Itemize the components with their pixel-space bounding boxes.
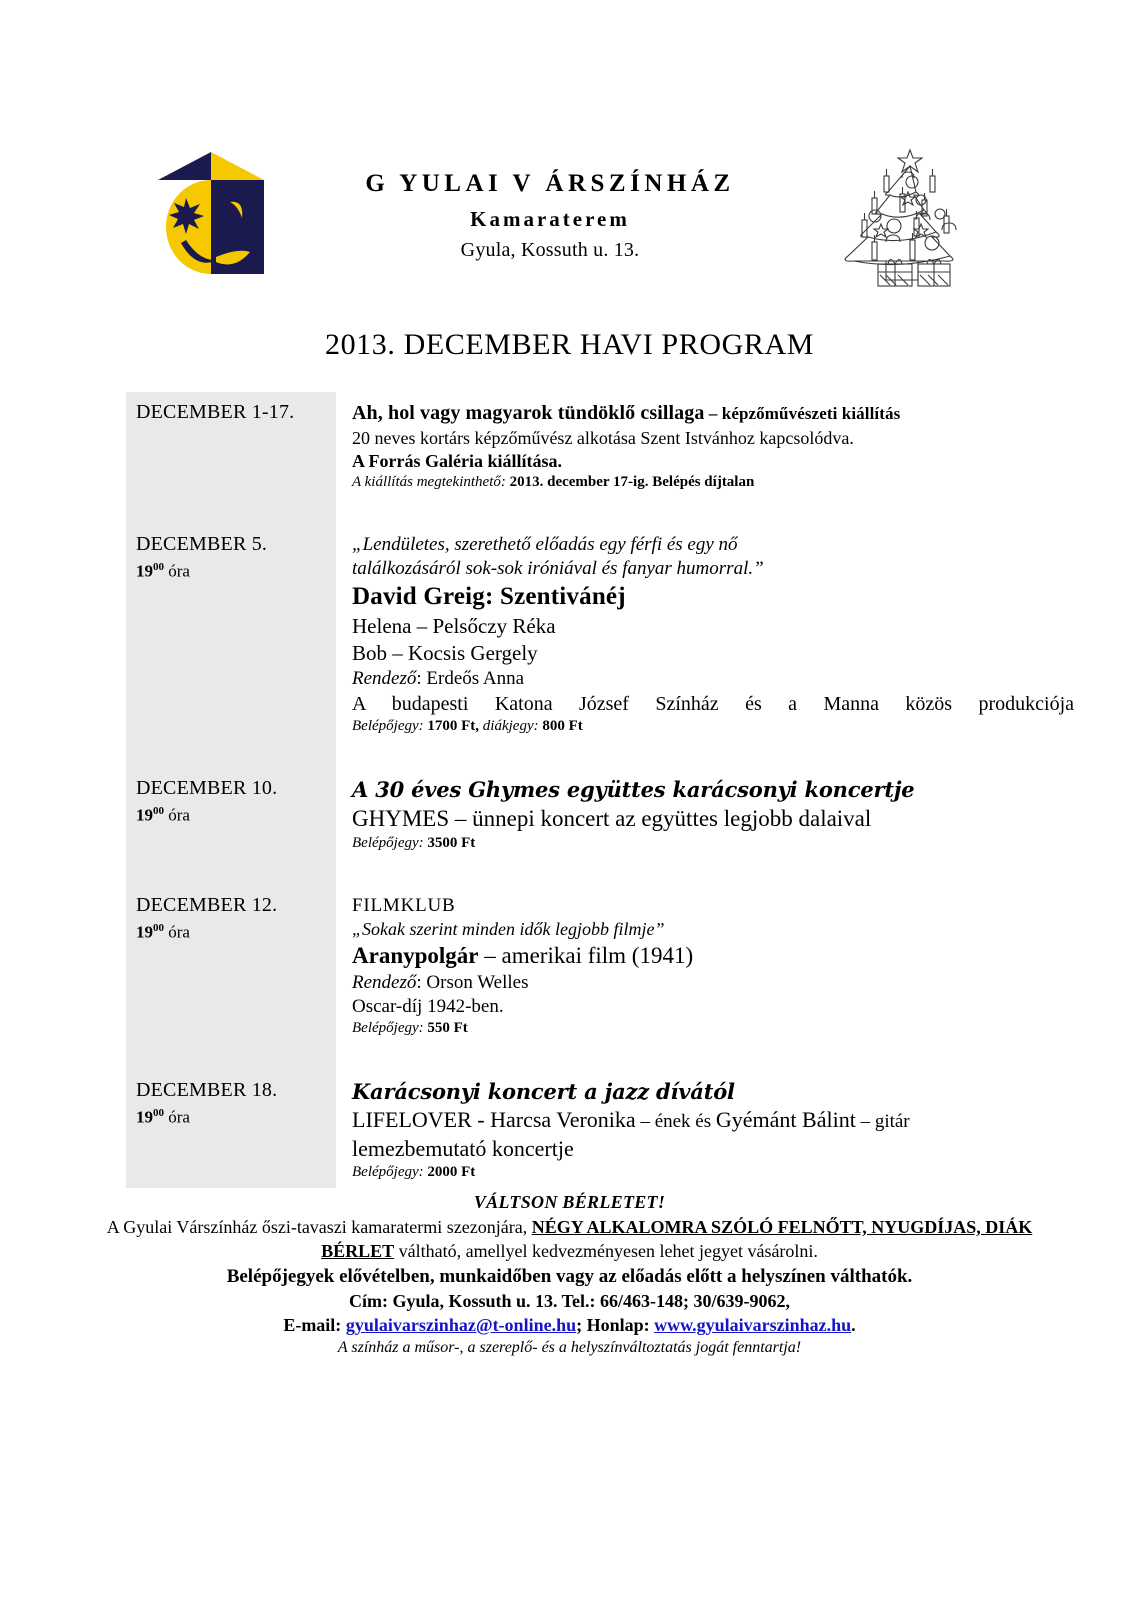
- event-price: [352, 1163, 1076, 1182]
- event-price-label: Belépőjegy:: [352, 1163, 424, 1180]
- spacer-body-cell: [336, 498, 1076, 513]
- footer-disclaimer: A színház a műsor-, a szereplő- és a helyszínváltoztatás jogát fenntartja!: [337, 1339, 802, 1357]
- event-price-value: 2000 Ft: [423, 1163, 476, 1180]
- event-price-value: 1700 Ft,: [423, 718, 480, 735]
- header-text-block: [300, 168, 800, 262]
- footer-email-link[interactable]: gyulaivarszinhaz@t-online.hu: [345, 1315, 577, 1336]
- event-quote-line-2: találkozásáról sok-sok iróniával és fanyar humorral.”: [352, 558, 764, 580]
- event-script-headline: Karácsonyi koncert a jazz dívától: [352, 1079, 735, 1105]
- event-price: [352, 717, 1076, 736]
- footer-sub-b: váltható, amellyel kedvezményesen lehet jegyet vásárolni.: [394, 1241, 818, 1262]
- event-film-title: [352, 941, 1076, 970]
- event-price-value: 3500 Ft: [423, 834, 476, 851]
- event-note-free: Belépés díjtalan: [648, 473, 755, 490]
- event-director-label: Rendező: [352, 971, 417, 993]
- spacer-date-cell: [126, 1044, 336, 1070]
- event-production: A budapesti Katona József Színház és a Manna közös produkciója: [352, 692, 1074, 715]
- event-student-price-label: diákjegy:: [479, 718, 539, 735]
- event-performers: [352, 1106, 1076, 1134]
- event-time-minutes: 00: [153, 805, 164, 818]
- event-row-december-10: [126, 768, 1076, 859]
- row-spacer: [126, 859, 1076, 885]
- event-row-december-1-17: [126, 392, 1076, 498]
- spacer-body-cell: [336, 742, 1076, 757]
- poster-header: [0, 140, 1139, 300]
- event-description: 20 neves kortárs képzőművész alkotása Szent Istvánhoz kapcsolódva.: [352, 427, 854, 448]
- event-date-cell: [126, 885, 336, 1045]
- event-director: [352, 667, 1076, 691]
- event-cast-1: Helena – Pelsőczy Réka: [352, 614, 556, 639]
- footer-contact-line: [0, 1315, 1139, 1336]
- event-script-headline: A 30 éves Ghymes együttes karácsonyi koncertje: [352, 777, 915, 803]
- event-time-minutes: 00: [153, 1107, 164, 1120]
- event-date: DECEMBER 1-17.: [136, 401, 295, 423]
- spacer-body-cell: [336, 859, 1076, 874]
- footer-ticket-info: Belépőjegyek elővételben, munkaidőben vagy az előadás előtt a helyszínen válthatók.: [226, 1266, 913, 1288]
- event-price: [352, 1019, 1076, 1038]
- event-note: [352, 473, 1076, 492]
- event-time-unit: óra: [164, 922, 190, 942]
- event-row-december-5: [126, 524, 1076, 742]
- event-time: [136, 922, 336, 943]
- event-time-unit: óra: [164, 805, 190, 825]
- footer-subscription-callout: VÁLTSON BÉRLETET!: [473, 1192, 666, 1212]
- header-address: Gyula, Kossuth u. 13.: [460, 239, 640, 262]
- event-film-meta: – amerikai film (1941): [478, 943, 694, 969]
- event-body-cell: [336, 885, 1076, 1045]
- spacer-date-cell: [126, 859, 336, 885]
- page-title: 2013. DECEMBER HAVI PROGRAM: [324, 328, 815, 361]
- event-body-cell: [336, 768, 1076, 859]
- footer-site-label: Honlap:: [586, 1315, 655, 1336]
- footer-contact-sep: ;: [576, 1315, 587, 1336]
- event-body-cell: [336, 1070, 1076, 1188]
- event-time-minutes: 00: [153, 921, 164, 934]
- event-student-price-value: 800 Ft: [538, 718, 583, 735]
- event-time: [136, 1107, 336, 1128]
- row-spacer: [126, 498, 1076, 524]
- event-director: [352, 971, 1076, 995]
- hall-name: Kamaraterem: [470, 207, 630, 232]
- poster-footer: [0, 1192, 1139, 1357]
- event-price-label: Belépőjegy:: [352, 718, 424, 735]
- event-filmclub-label: FILMKLUB: [352, 894, 456, 916]
- event-date-cell: [126, 768, 336, 859]
- event-director-label: Rendező: [352, 668, 417, 690]
- event-date: DECEMBER 18.: [136, 1079, 278, 1102]
- event-date: DECEMBER 5.: [136, 532, 268, 555]
- spacer-body-cell: [336, 1044, 1076, 1059]
- theatre-name: G YULAI V ÁRSZÍNHÁZ: [365, 170, 735, 197]
- row-spacer: [126, 1044, 1076, 1070]
- event-note-date: 2013. december 17-ig.: [505, 473, 649, 490]
- spacer-date-cell: [126, 742, 336, 768]
- event-time-hour: 19: [136, 561, 153, 581]
- event-performer-2-role: – gitár: [855, 1111, 910, 1133]
- event-date: DECEMBER 12.: [136, 893, 278, 916]
- footer-sub-a: A Gyulai Várszínház őszi-tavaszi kamaratermi szezonjára,: [106, 1217, 532, 1237]
- event-price-label: Belépőjegy:: [352, 1020, 424, 1037]
- christmas-tree-icon: [818, 144, 978, 294]
- row-spacer: [126, 742, 1076, 768]
- event-title: David Greig: Szentivánéj: [352, 583, 626, 611]
- event-row-december-18: [126, 1070, 1076, 1188]
- event-quote: „Sokak szerint minden idők legjobb filmje”: [352, 919, 665, 940]
- event-director-name: : Orson Welles: [416, 971, 529, 993]
- event-performer-2: Gyémánt Bálint: [715, 1107, 856, 1133]
- footer-site-end: .: [851, 1315, 856, 1336]
- event-date-cell: [126, 392, 336, 498]
- program-table: [126, 392, 1076, 1188]
- event-award: Oscar-díj 1942-ben.: [352, 995, 504, 1017]
- event-concert-line: GHYMES – ünnepi koncert az együttes legjobb dalaival: [352, 806, 872, 832]
- event-time: [136, 805, 336, 826]
- event-time-hour: 19: [136, 922, 153, 942]
- event-body-cell: [336, 524, 1076, 742]
- event-time-unit: óra: [164, 561, 190, 581]
- event-time-unit: óra: [164, 1108, 190, 1128]
- event-film-name: Aranypolgár: [352, 943, 479, 969]
- event-date-cell: [126, 1070, 336, 1188]
- event-cast-2: Bob – Kocsis Gergely: [352, 641, 538, 666]
- event-performer-1: - Harcsa Veronika: [471, 1107, 636, 1133]
- footer-website-link[interactable]: www.gyulaivarszinhaz.hu: [654, 1315, 852, 1336]
- event-row-december-12: [126, 885, 1076, 1045]
- event-time-hour: 19: [136, 805, 153, 825]
- footer-email-label: E-mail:: [283, 1315, 346, 1336]
- event-headline-sub: – képzőművészeti kiállítás: [704, 404, 901, 423]
- event-time: [136, 561, 336, 582]
- event-date: DECEMBER 10.: [136, 777, 278, 800]
- event-price-label: Belépőjegy:: [352, 834, 424, 851]
- footer-address-phone: Cím: Gyula, Kossuth u. 13. Tel.: 66/463-148; 30/639-9062,: [348, 1291, 791, 1312]
- spacer-date-cell: [126, 498, 336, 524]
- footer-subscription-text: [105, 1215, 1035, 1263]
- event-time-hour: 19: [136, 1108, 153, 1128]
- event-performer-1-role: – ének és: [635, 1111, 716, 1133]
- event-band-name: LIFELOVER: [352, 1107, 472, 1133]
- event-body-cell: [336, 392, 1076, 498]
- footer-sub-highlight: NÉGY ALKALOMRA SZÓLÓ FELNŐTT, NYUGDÍJAS, DIÁK BÉRLET: [321, 1217, 1033, 1262]
- event-gallery: A Forrás Galéria kiállítása.: [352, 450, 562, 471]
- event-date-cell: [126, 524, 336, 742]
- event-headline-main: Ah, hol vagy magyarok tündöklő csillaga: [352, 402, 705, 424]
- event-quote-line-1: „Lendületes, szerethető előadás egy férfi és egy nő: [352, 533, 738, 555]
- event-price: [352, 834, 1076, 853]
- event-note-ital: A kiállítás megtekinthető:: [352, 473, 506, 490]
- event-subtitle: lemezbemutató koncertje: [352, 1135, 574, 1161]
- event-time-minutes: 00: [153, 560, 164, 573]
- gyulai-varszinhaz-logo-icon: [150, 148, 272, 276]
- event-headline: [352, 401, 1076, 427]
- event-price-value: 550 Ft: [423, 1020, 468, 1037]
- event-director-name: : Erdeős Anna: [416, 668, 525, 690]
